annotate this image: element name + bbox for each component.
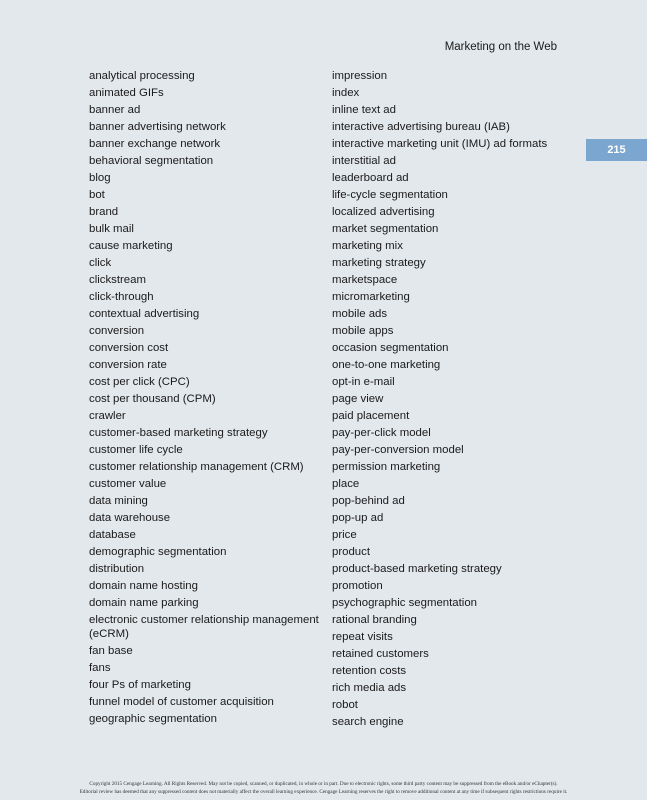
key-terms-left-column (89, 69, 321, 729)
key-term: search engine (332, 716, 404, 728)
key-term: market segmentation (332, 223, 439, 235)
key-term: clickstream (89, 274, 146, 286)
key-term: interactive advertising bureau (IAB) (332, 121, 510, 133)
key-term: bot (89, 189, 105, 201)
key-term: marketing mix (332, 240, 403, 252)
copyright-line-1: Copyright 2015 Cengage Learning. All Rights Reserved. May not be copied, scanned, or duplicated, in whole or in part. Due to electronic rights, some third party content may be suppressed from the eBook and/or eChapter(s). (89, 781, 558, 787)
key-term: behavioral segmentation (89, 155, 214, 167)
key-term: data warehouse (89, 512, 171, 524)
key-term: four Ps of marketing (89, 679, 191, 691)
key-term: data mining (89, 495, 148, 507)
key-term: robot (332, 699, 358, 711)
key-term: page view (332, 393, 384, 405)
key-term: conversion cost (89, 342, 169, 354)
key-term: retention costs (332, 665, 407, 677)
running-head-title: Marketing on the Web (444, 41, 557, 53)
key-term: rich media ads (332, 682, 407, 694)
key-term: demographic segmentation (89, 546, 227, 558)
key-term: impression (332, 70, 388, 82)
key-term: interactive marketing unit (IMU) ad formats (332, 138, 548, 150)
key-term: click (89, 257, 112, 269)
key-term: one-to-one marketing (332, 359, 441, 371)
key-term: cause marketing (89, 240, 173, 252)
key-term: click-through (89, 291, 154, 303)
key-term: localized advertising (332, 206, 435, 218)
key-term: pay-per-click model (332, 427, 431, 439)
key-term: banner exchange network (89, 138, 221, 150)
key-terms-right-column (332, 69, 572, 732)
key-term: database (89, 529, 136, 541)
key-term: conversion rate (89, 359, 167, 371)
key-term: domain name parking (89, 597, 199, 609)
key-term: product (332, 546, 370, 558)
key-term: permission marketing (332, 461, 441, 473)
key-term: product-based marketing strategy (332, 563, 502, 575)
key-term: bulk mail (89, 223, 134, 235)
key-term: psychographic segmentation (332, 597, 478, 609)
key-term: pay-per-conversion model (332, 444, 464, 456)
key-term: inline text ad (332, 104, 396, 116)
key-term: crawler (89, 410, 126, 422)
key-term: opt-in e-mail (332, 376, 395, 388)
key-term: price (332, 529, 357, 541)
key-term: fans (89, 662, 111, 674)
key-term: place (332, 478, 360, 490)
key-term: pop-behind ad (332, 495, 405, 507)
key-term: cost per click (CPC) (89, 376, 190, 388)
key-term: mobile apps (332, 325, 394, 337)
key-term: life-cycle segmentation (332, 189, 448, 201)
key-term: customer value (89, 478, 167, 490)
key-term: customer relationship management (CRM) (89, 461, 304, 473)
key-term: banner advertising network (89, 121, 226, 133)
key-term: domain name hosting (89, 580, 198, 592)
key-term: marketspace (332, 274, 398, 286)
key-term: interstitial ad (332, 155, 396, 167)
key-term: repeat visits (332, 631, 393, 643)
page-number-tab: 215 (586, 139, 647, 161)
key-term: paid placement (332, 410, 410, 422)
key-term: funnel model of customer acquisition (89, 696, 274, 708)
key-term: customer-based marketing strategy (89, 427, 268, 439)
key-term: electronic customer relationship management (eCRM) (89, 614, 319, 640)
copyright-line-2: Editorial review has deemed that any suppressed content does not materially affect the overall learning experience. Cengage Learning reserves the right to remove additional content at any time if subsequent rights restrictions require it. (79, 789, 568, 795)
key-term: marketing strategy (332, 257, 426, 269)
key-term: banner ad (89, 104, 141, 116)
key-term: retained customers (332, 648, 429, 660)
key-term: geographic segmentation (89, 713, 217, 725)
key-term: occasion segmentation (332, 342, 449, 354)
copyright-footer (0, 780, 647, 796)
key-term: cost per thousand (CPM) (89, 393, 216, 405)
key-term: blog (89, 172, 111, 184)
key-term: pop-up ad (332, 512, 384, 524)
key-term: rational branding (332, 614, 417, 626)
key-term: leaderboard ad (332, 172, 409, 184)
key-term: contextual advertising (89, 308, 200, 320)
key-term: index (332, 87, 360, 99)
key-term: conversion (89, 325, 145, 337)
key-term: fan base (89, 645, 133, 657)
key-term: mobile ads (332, 308, 388, 320)
key-term: analytical processing (89, 70, 195, 82)
key-term: customer life cycle (89, 444, 183, 456)
key-term: brand (89, 206, 119, 218)
key-term: promotion (332, 580, 383, 592)
key-term: micromarketing (332, 291, 410, 303)
key-term: distribution (89, 563, 145, 575)
key-term: animated GIFs (89, 87, 164, 99)
